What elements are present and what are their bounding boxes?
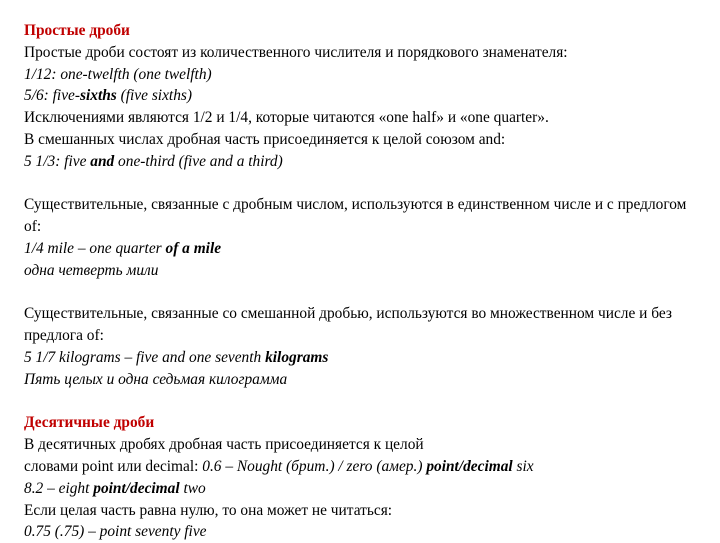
simple-fractions-heading: Простые дроби [24,22,130,39]
example-quarter-mile [24,238,704,260]
decimal-line-2-italic-1: 0.6 – Nought (брит.) / zero (амер.) [202,457,427,475]
example-quarter-mile-bold: of a mile [165,239,222,257]
spacer [24,391,704,413]
example-five-sixths-pre: 5/6: five- [24,87,80,105]
decimal-line-3 [24,478,704,500]
example-five-and-one-third-bold: and [90,152,115,170]
mixed-numbers-intro: В смешанных числах дробная часть присоединяется к целой союзом and: [24,130,506,148]
translation-quarter-mile: одна четверть мили [24,261,159,279]
translation-kilograms: Пять целых и одна седьмая килограмма [24,370,288,388]
example-five-and-one-third-pre: 5 1/3: five [24,152,91,170]
exceptions-text: Исключениями являются 1/2 и 1/4, которые читаются «one half» и «one quarter». [24,109,549,127]
slide-content [24,20,704,543]
simple-fractions-intro: Простые дроби состоят из количественного числителя и порядкового знаменателя: [24,43,568,61]
decimal-line-2 [24,456,704,478]
example-quarter-mile-pre: 1/4 mile – one quarter [24,239,166,257]
example-five-sixths [24,85,704,107]
decimal-line-4: Если целая часть равна нулю, то она может не читаться: [24,501,393,519]
example-one-twelfth: 1/12: one-twelfth (one twelfth) [24,65,212,83]
example-kilograms-bold: kilograms [265,348,329,366]
example-five-sixths-post: (five sixths) [116,87,192,105]
example-kilograms [24,347,704,369]
example-five-and-one-third-post: one-third (five and a third) [114,152,283,170]
nouns-plural-text: Существительные, связанные со смешанной дробью, используются во множественном числе и без предлога of: [24,305,672,345]
spacer [24,173,704,195]
decimal-line-5: 0.75 (.75) – point seventy five [24,523,207,541]
decimal-line-3-pre: 8.2 – eight [24,479,94,497]
decimal-line-1: В десятичных дробях дробная часть присоединяется к целой [24,436,424,454]
decimal-line-3-bold: point/decimal [93,479,180,497]
example-five-sixths-bold: sixths [79,87,117,105]
nouns-singular-text: Существительные, связанные с дробным числом, используются в единственном числе и с предлогом of: [24,196,687,236]
decimal-line-2-pre: словами point или decimal: [24,457,203,475]
decimal-line-3-post: two [179,479,206,497]
decimal-fractions-heading: Десятичные дроби [24,414,155,432]
spacer [24,282,704,304]
example-five-and-one-third [24,151,704,173]
example-kilograms-pre: 5 1/7 kilograms – five and one seventh [24,348,266,366]
decimal-line-2-italic-2: six [512,457,534,475]
decimal-line-2-bold: point/decimal [426,457,513,475]
